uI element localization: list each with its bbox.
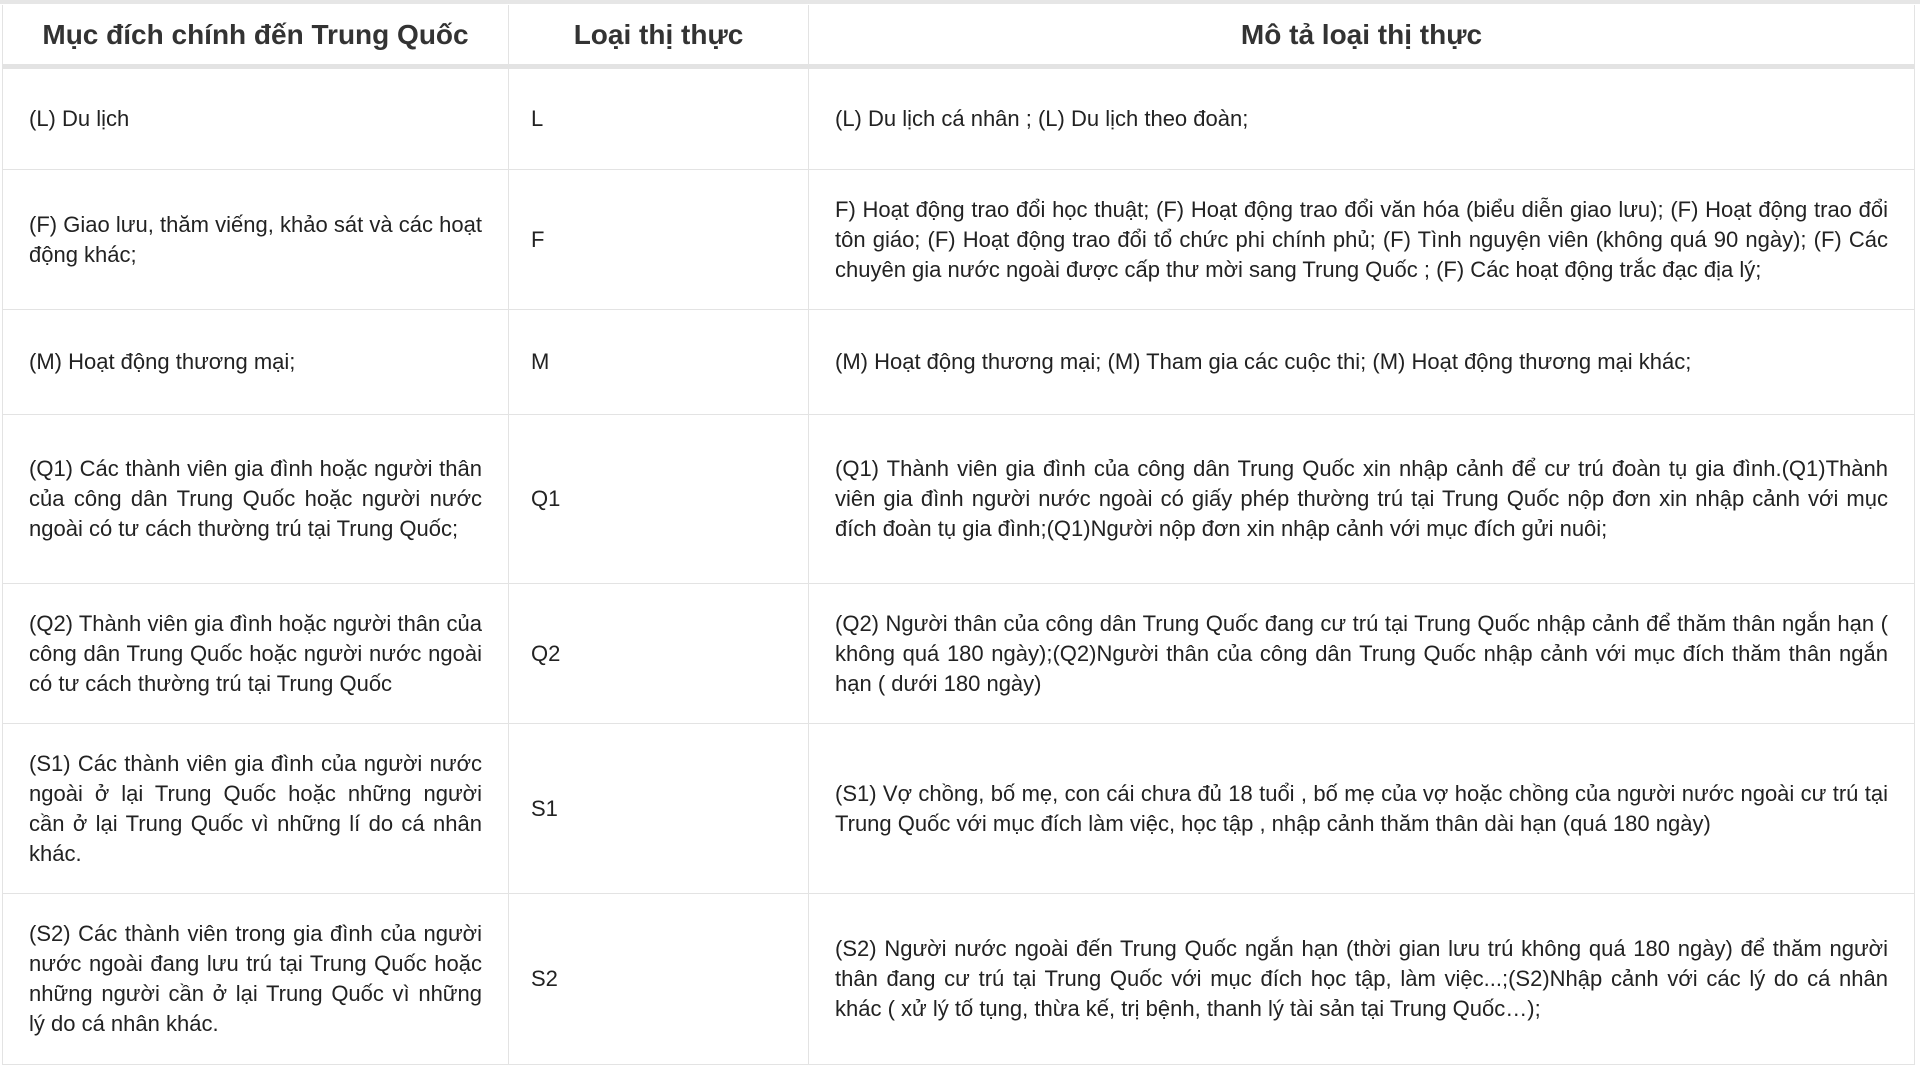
- visa-type-cell: L: [509, 67, 809, 170]
- table-row: [3, 170, 1915, 310]
- table-body: [3, 67, 1915, 1065]
- description-cell: (S2) Người nước ngoài đến Trung Quốc ngắn hạn (thời gian lưu trú không quá 180 ngày) để thăm người thân đang cư trú tại Trung Quốc với mục đích học tập, làm việc...;(S2)Nhập cảnh với các lý do cá nhân khác ( xử lý tố tụng, thừa kế, trị bệnh, thanh lý tài sản tại Trung Quốc…);: [809, 894, 1915, 1065]
- description-cell: (S1) Vợ chồng, bố mẹ, con cái chưa đủ 18 tuổi , bố mẹ của vợ hoặc chồng của người nước ngoài cư trú tại Trung Quốc với mục đích làm việc, học tập , nhập cảnh thăm thân dài hạn (quá 180 ngày): [809, 724, 1915, 894]
- purpose-cell: (Q1) Các thành viên gia đình hoặc người thân của công dân Trung Quốc hoặc người nước ngoài có tư cách thường trú tại Trung Quốc;: [3, 415, 509, 584]
- visa-type-cell: S1: [509, 724, 809, 894]
- purpose-cell: (F) Giao lưu, thăm viếng, khảo sát và các hoạt động khác;: [3, 170, 509, 310]
- visa-type-cell: Q1: [509, 415, 809, 584]
- purpose-cell: (S2) Các thành viên trong gia đình của người nước ngoài đang lưu trú tại Trung Quốc hoặc những người cần ở lại Trung Quốc vì những lý do cá nhân khác.: [3, 894, 509, 1065]
- visa-types-table: [2, 5, 1915, 1065]
- visa-type-cell: S2: [509, 894, 809, 1065]
- header-description: Mô tả loại thị thực: [809, 5, 1915, 67]
- table-row: [3, 724, 1915, 894]
- description-cell: F) Hoạt động trao đổi học thuật; (F) Hoạt động trao đổi văn hóa (biểu diễn giao lưu); (F) Hoạt động trao đổi tôn giáo; (F) Hoạt động trao đổi tổ chức phi chính phủ; (F) Tình nguyện viên (không quá 90 ngày); (F) Các chuyên gia nước ngoài được cấp thư mời sang Trung Quốc ; (F) Các hoạt động trắc đạc địa lý;: [809, 170, 1915, 310]
- purpose-cell: (S1) Các thành viên gia đình của người nước ngoài ở lại Trung Quốc hoặc những người cần ở lại Trung Quốc vì những lí do cá nhân khác.: [3, 724, 509, 894]
- table-row: [3, 310, 1915, 415]
- top-divider: [0, 0, 1920, 4]
- table-row: [3, 584, 1915, 724]
- description-cell: (M) Hoạt động thương mại; (M) Tham gia các cuộc thi; (M) Hoạt động thương mại khác;: [809, 310, 1915, 415]
- visa-type-cell: F: [509, 170, 809, 310]
- header-purpose: Mục đích chính đến Trung Quốc: [3, 5, 509, 67]
- description-cell: (Q2) Người thân của công dân Trung Quốc đang cư trú tại Trung Quốc nhập cảnh để thăm thân ngắn hạn ( không quá 180 ngày);(Q2)Người thân của công dân Trung Quốc nhập cảnh với mục đích thăm thân ngắn hạn ( dưới 180 ngày): [809, 584, 1915, 724]
- table-header: [3, 5, 1915, 67]
- purpose-cell: (L) Du lịch: [3, 67, 509, 170]
- visa-type-cell: Q2: [509, 584, 809, 724]
- table-row: [3, 894, 1915, 1065]
- purpose-cell: (Q2) Thành viên gia đình hoặc người thân của công dân Trung Quốc hoặc người nước ngoài có tư cách thường trú tại Trung Quốc: [3, 584, 509, 724]
- description-cell: (L) Du lịch cá nhân ; (L) Du lịch theo đoàn;: [809, 67, 1915, 170]
- table-row: [3, 67, 1915, 170]
- description-cell: (Q1) Thành viên gia đình của công dân Trung Quốc xin nhập cảnh để cư trú đoàn tụ gia đình.(Q1)Thành viên gia đình người nước ngoài có giấy phép thường trú tại Trung Quốc nộp đơn xin nhập cảnh với mục đích đoàn tụ gia đình;(Q1)Người nộp đơn xin nhập cảnh với mục đích gửi nuôi;: [809, 415, 1915, 584]
- header-visa-type: Loại thị thực: [509, 5, 809, 67]
- purpose-cell: (M) Hoạt động thương mại;: [3, 310, 509, 415]
- header-row: [3, 5, 1915, 67]
- visa-type-cell: M: [509, 310, 809, 415]
- table-row: [3, 415, 1915, 584]
